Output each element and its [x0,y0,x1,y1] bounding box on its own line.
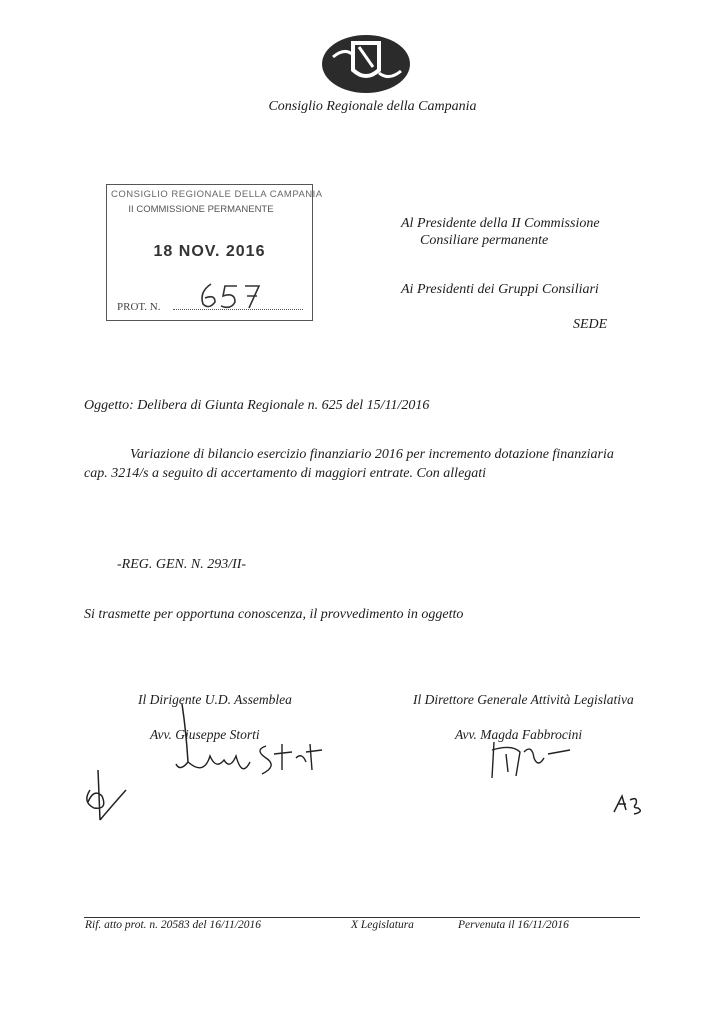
recipient-line-3: Ai Presidenti dei Gruppi Consiliari [401,282,599,297]
reg-gen-number: -REG. GEN. N. 293/II- [117,557,247,572]
description-line-1: Variazione di bilancio esercizio finanziario 2016 per incremento dotazione finanziaria [130,447,614,462]
subject-line [84,398,429,414]
recipient-sede: SEDE [573,317,608,332]
left-signatory-title: Il Dirigente U.D. Assemblea [138,692,292,707]
stamp-date: 18 NOV. 2016 [153,243,266,260]
signature-storti [170,700,330,790]
organization-name: Consiglio Regionale della Campania [268,99,477,114]
signature-fabbrocini [486,738,576,783]
recipient-line-1: Al Presidente della II Commissione [401,216,600,231]
handwritten-initials-right [612,794,648,816]
left-signatory-name: Avv. Giuseppe Storti [150,727,260,742]
handwritten-initials-left [80,768,130,832]
footer-rif: Rif. atto prot. n. 20583 del 16/11/2016 [85,919,262,931]
recipient-line-2: Consiliare permanente [420,233,549,248]
stamp-commission-name: II COMMISSIONE PERMANENTE [128,204,274,215]
subject-label: Oggetto: [84,398,134,413]
right-signatory-name: Avv. Magda Fabbrocini [455,727,583,742]
protocol-number-handwritten [197,278,277,312]
protocol-stamp [106,184,323,321]
footer-pervenuta: Pervenuta il 16/11/2016 [458,919,569,931]
stamp-council-name: CONSIGLIO REGIONALE DELLA CAMPANIA [111,189,323,200]
transmission-text: Si trasmette per opportuna conoscenza, il provvedimento in oggetto [84,607,464,622]
footer-legislatura: X Legislatura [351,919,414,931]
footer-divider [84,917,640,918]
description-line-2: cap. 3214/s a seguito di accertamento di maggiori entrate. Con allegati [84,466,487,481]
stamp-prot-label: PROT. N. [117,301,161,313]
campania-region-emblem-icon [321,33,411,95]
right-signatory-title: Il Direttore Generale Attività Legislativa [413,692,634,707]
subject-text: Delibera di Giunta Regionale n. 625 del 15/11/2016 [137,398,430,413]
